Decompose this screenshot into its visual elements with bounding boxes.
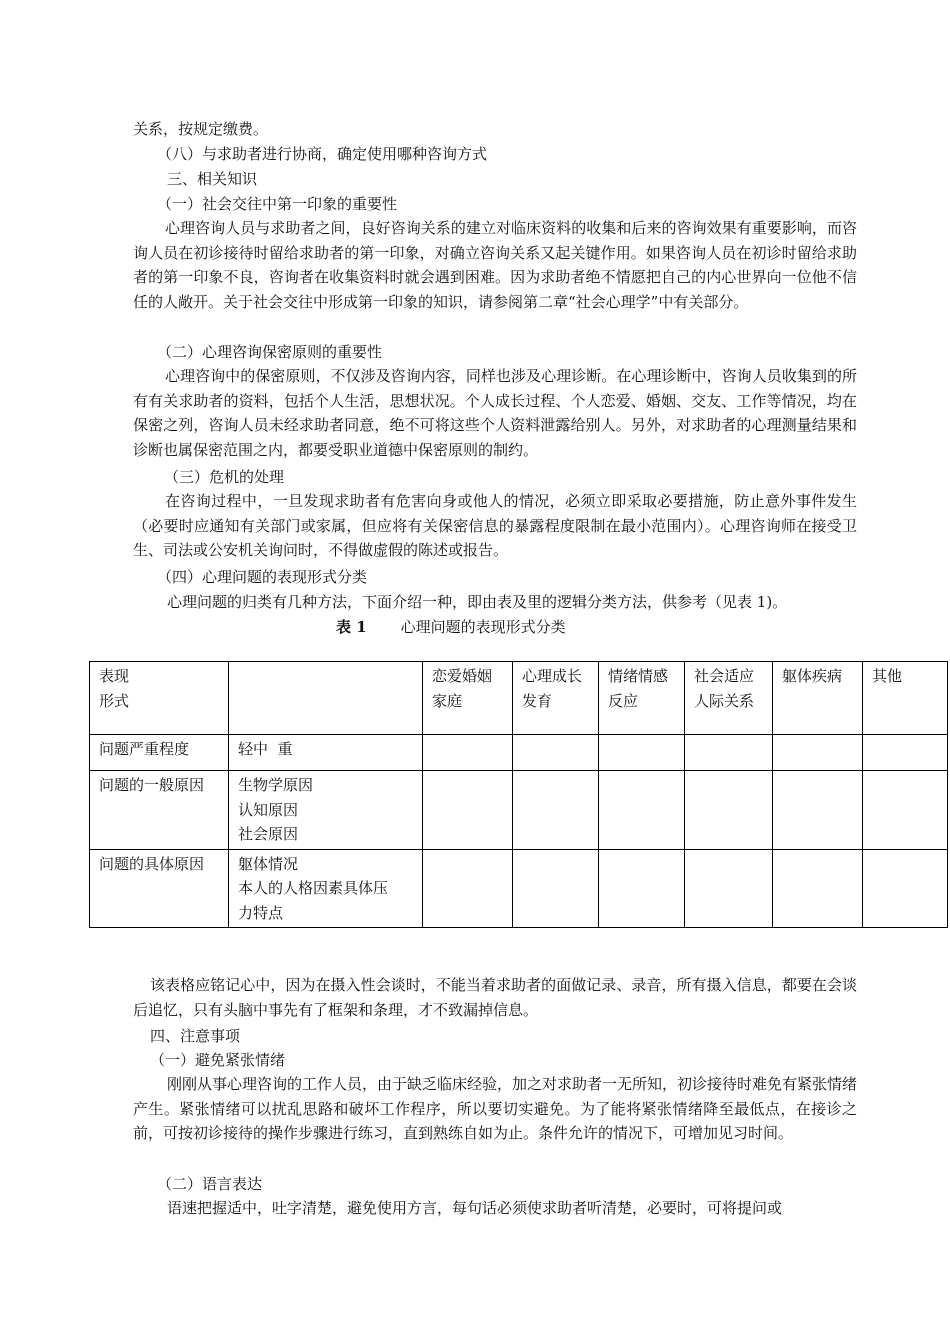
table-cell [773,735,863,771]
table-row [90,771,948,850]
subheading-avoid-tension: （一）避免紧张情绪 [150,1051,286,1069]
table-cell [863,771,948,850]
header-cell-social: 社会适应 人际关系 [685,662,773,735]
paragraph-language: 语速把握适中，吐字清楚，避免使用方言，每句话必须使求助者听清楚，必要时，可将提问或 [167,1199,783,1217]
paragraph-crisis: 在咨询过程中，一旦发现求助者有危害向身或他人的情况，必须立即采取必要措施，防止意外事件发生（必要时应通知有关部门或家属，但应将有关保密信息的暴露程度限制在最小范围内）。心理咨询师在接受卫生、司法或公安机关询问时，不得做虚假的陈述或报告。 [133,492,857,560]
table-caption-title: 心理问题的表现形式分类 [400,618,566,636]
table-cell [599,735,685,771]
section-heading-3: 三、相关知识 [167,170,258,188]
row-label-specific-cause: 问题的具体原因 [90,849,229,928]
header-cell-growth: 心理成长 发育 [513,662,599,735]
row-items-general-cause: 生物学原因 认知原因 社会原因 [229,771,423,850]
header-cell-love-marriage: 恋爱婚姻 家庭 [423,662,513,735]
table-cell [863,735,948,771]
table-cell [685,849,773,928]
paragraph-avoid-tension: 刚刚从事心理咨询的工作人员，由于缺乏临床经验，加之对求助者一无所知，初诊接待时难免有紧张情绪产生。紧张情绪可以扰乱思路和破坏工作程序，所以要切实避免。为了能将紧张情绪降至最低点，在接诊之前，可按初诊接待的操作步骤进行练习，直到熟练自如为止。条件允许的情况下，可增加见习时间。 [133,1075,858,1143]
table-cell [685,771,773,850]
header-cell-form: 表现 形式 [90,662,229,735]
table-cell [513,771,599,850]
table-cell [863,849,948,928]
table-cell [513,849,599,928]
header-cell-emotion: 情绪情感 反应 [599,662,685,735]
row-items-specific-cause: 躯体情况 本人的人格因素具体压 力特点 [229,849,423,928]
table-row [90,849,948,928]
table-row [90,735,948,771]
row-label-general-cause: 问题的一般原因 [90,771,229,850]
table-header-row [90,662,948,735]
section-heading-8: （八）与求助者进行协商，确定使用哪种咨询方式 [157,145,488,163]
table-cell [773,771,863,850]
paragraph-fragment: 关系，按规定缴费。 [133,120,269,138]
subheading-language: （二）语言表达 [157,1175,263,1193]
table-caption [336,615,566,639]
table-cell [423,735,513,771]
header-cell-other: 其他 [863,662,948,735]
table-caption-label: 表 1 [336,618,367,636]
header-cell-physical: 躯体疾病 [773,662,863,735]
table-cell [423,849,513,928]
paragraph-first-impression: 心理咨询人员与求助者之间，良好咨询关系的建立对临床资料的收集和后来的咨询效果有重要影响，而咨询人员在初诊接待时留给求助者的第一印象，对确立咨询关系又起关键作用。如果咨询人员在初诊时留给求助者的第一印象不良，咨询者在收集资料时就会遇到困难。因为求助者绝不情愿把自己的内心世界向一位他不信任的人敞开。关于社会交往中形成第一印象的知识，请参阅第二章“社会心理学”中有关部分。 [133,219,857,312]
subheading-first-impression: （一）社会交往中第一印象的重要性 [157,195,398,213]
paragraph-table-note: 该表格应铭记心中，因为在摄入性会谈时，不能当着求助者的面做记录、录音，所有摄入信息，都要在会谈后追忆，只有头脑中事先有了框架和条理，才不致漏掉信息。 [133,976,857,1019]
table-cell [599,771,685,850]
table-cell [773,849,863,928]
table-cell [423,771,513,850]
subheading-classification: （四）心理问题的表现形式分类 [157,568,368,586]
paragraph-classification-intro: 心理问题的归类有几种方法，下面介绍一种，即由表及里的逻辑分类方法，供参考（见表 1)。 [167,593,788,611]
header-cell-empty [229,662,423,735]
subheading-crisis: （三）危机的处理 [164,468,285,486]
table-cell [599,849,685,928]
row-label-severity: 问题严重程度 [90,735,229,771]
row-items-severity: 轻中 重 [229,735,423,771]
table-cell [513,735,599,771]
paragraph-confidentiality: 心理咨询中的保密原则，不仅涉及咨询内容，同样也涉及心理诊断。在心理诊断中，咨询人员收集到的所有有关求助者的资料，包括个人生活，思想状况。个人成长过程、个人恋爱、婚姻、交友、工作等情况，均在保密之列，咨询人员未经求助者同意，绝不可将这些个人资料泄露给别人。另外，对求助者的心理测量结果和诊断也属保密范围之内，都要受职业道德中保密原则的制约。 [133,367,857,460]
section-heading-4: 四、注意事项 [150,1027,241,1045]
subheading-confidentiality: （二）心理咨询保密原则的重要性 [157,343,383,361]
table-cell [685,735,773,771]
classification-table [89,661,948,928]
